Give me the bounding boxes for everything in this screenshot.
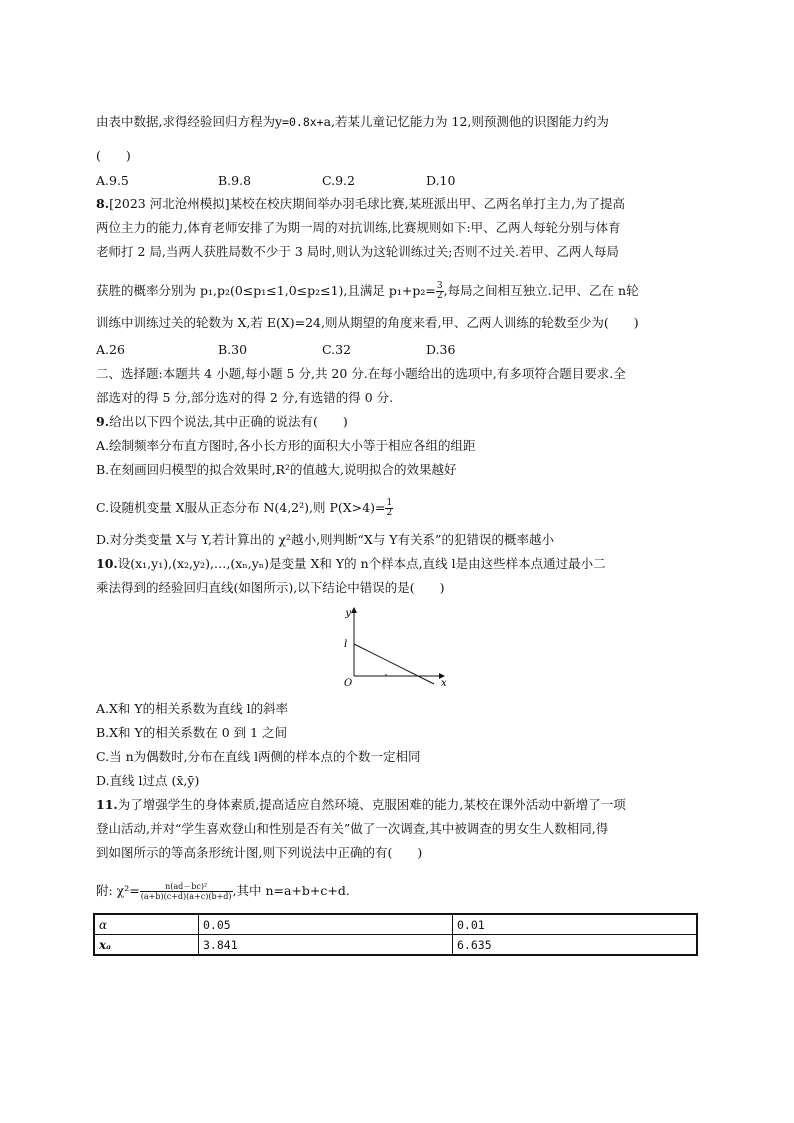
origin-label: O [344,678,353,686]
table-row [94,914,697,935]
table-cell: 0.01 [453,914,698,935]
q8-option-d[interactable]: D.36 [426,342,456,357]
q8-line-4: 获胜的概率分别为 p₁,p₂(0≤p₁≤1,0≤p₂≤1),且满足 p₁+p₂= $\frac{3}{2}$ ,每局之间相互独立.记甲、乙在 n轮 [96,281,639,301]
regression-a-hat: a [323,114,332,129]
q10-option-b[interactable]: B.X和 Y的相关系数在 0 到 1 之间 [96,725,288,740]
q7-option-b[interactable]: B.9.8 [218,173,252,188]
q9-number: 9. [96,414,110,429]
q7-option-c[interactable]: C.9.2 [322,173,355,188]
q8-option-c[interactable]: C.32 [322,342,351,357]
q11-line-3: 到如图所示的等高条形统计图,则下列说法中正确的有( ) [96,845,423,860]
q9-stem: 9.给出以下四个说法,其中正确的说法有( ) [96,414,348,429]
q8-line-5: 训练中训练过关的轮数为 X,若 E(X)=24,则从期望的角度来看,甲、乙两人训练的轮数至少为( ) [96,315,639,330]
line-label-l: l [344,639,348,650]
q8-number: 8. [96,196,110,211]
q9-option-b[interactable]: B.在刻画回归模型的拟合效果时,R²的值越大,说明拟合的效果越好 [96,462,457,477]
regression-line-l [354,644,434,684]
chi-square-formula-note: 附: χ²= $\frac{\text{n(ad－bc)²}}{(a+b)(c+d)(a+c)(b+d)}$ ,其中 n=a+b+c+d. [96,882,350,901]
table-cell: 6.635 [453,935,698,956]
q7-stem-b: ,若某儿童记忆能力为 12,则预测他的识图能力约为 [331,114,609,129]
q10-line-1: 10.设(x₁,y₁),(x₂,y₂),…,(xₙ,yₙ)是变量 X和 Y的 n个样本点,直线 l是由这些样本点通过最小二 [96,556,606,571]
table-row [94,935,697,956]
q7-stem-a: 由表中数据,求得经验回归方程为 [96,114,275,129]
table-cell: 3.841 [199,935,453,956]
q10-option-c[interactable]: C.当 n为偶数时,分布在直线 l两侧的样本点的个数一定相同 [96,749,421,764]
q8-line-2: 两位主力的能力,体育老师安排了为期一周的对抗训练,比赛规则如下:甲、乙两人每轮分别与体育 [96,220,621,235]
section2-instructions-2: 部选对的得 5 分,部分选对的得 2 分,有选错的得 0 分. [96,390,394,405]
q7-option-a[interactable]: A.9.5 [96,173,129,188]
q9-option-c[interactable]: C.设随机变量 X服从正态分布 N(4,2²),则 P(X>4)= $\frac{1}{2}$ [96,498,393,518]
q11-line-2: 登山活动,并对“学生喜欢登山和性别是否有关”做了一次调查,其中被调查的男女生人数相同,得 [96,821,609,836]
critical-value-table [93,913,698,956]
fraction-three-halves: $\frac{3}{2}$ [436,281,443,301]
fraction-one-half: $\frac{1}{2}$ [386,498,393,518]
section2-instructions-1: 二、选择题:本题共 4 小题,每小题 5 分,共 20 分.在每小题给出的选项中,有多项符合题目要求.全 [96,366,626,381]
q10-option-a[interactable]: A.X和 Y的相关系数为直线 l的斜率 [96,701,289,716]
q10-option-d[interactable]: D.直线 l过点 (x̄,ȳ) [96,773,200,788]
q8-option-b[interactable]: B.30 [218,342,248,357]
q11-line-1: 11.为了增强学生的身体素质,提高适应自然环境、克服困难的能力,某校在课外活动中新增了一项 [96,797,626,812]
axis-label-x: x [441,678,447,686]
table-cell: α [94,914,199,935]
q7-option-d[interactable]: D.10 [426,173,456,188]
q8-option-a[interactable]: A.26 [96,342,125,357]
chi-square-fraction: $\frac{\text{n(ad－bc)²}}{(a+b)(c+d)(a+c)(b+d)}$ [140,882,232,901]
q10-number: 10. [96,556,118,571]
q11-number: 11. [96,797,118,812]
q7-stem-line [96,114,609,130]
regression-equation: =0.8x+ [282,115,324,129]
q8-line-1: 8.[2023 河北沧州模拟]某校在校庆期间举办羽毛球比赛,某班派出甲、乙两名单打主力,为了提高 [96,196,626,211]
q9-option-a[interactable]: A.绘制频率分布直方图时,各小长方形的面积大小等于相应各组的组距 [96,438,476,453]
table-cell: 0.05 [199,914,453,935]
q8-line-3: 老师打 2 局,当两人获胜局数不少于 3 局时,则认为这轮训练过关;否则不过关.若甲、乙两人每局 [96,244,619,259]
axis-label-y: y [345,608,351,619]
regression-line-figure [338,606,448,686]
q9-option-d[interactable]: D.对分类变量 X与 Y,若计算出的 χ²越小,则判断“X与 Y有关系”的犯错误的概率越小 [96,532,554,547]
table-cell: xₐ [94,935,199,956]
regression-y-hat: y [274,114,283,129]
q7-answer-paren: ( ) [96,148,131,163]
q10-line-2: 乘法得到的经验回归直线(如图所示),以下结论中错误的是( ) [96,580,445,595]
